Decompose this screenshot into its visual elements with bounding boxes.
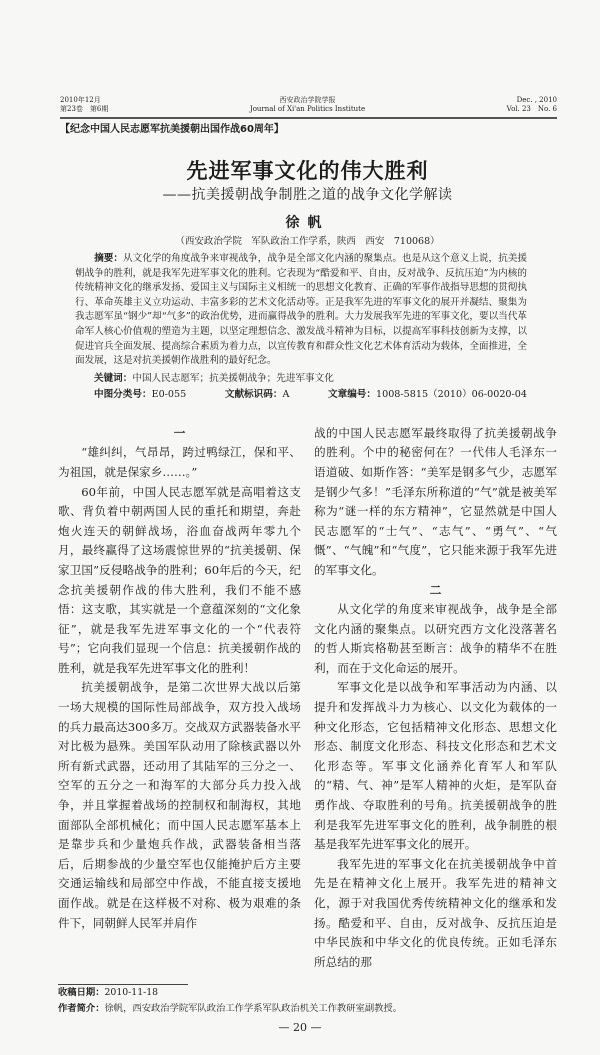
section-heading-2: 二 [429,582,442,597]
keywords-label: 关键词： [94,372,133,384]
running-header [58,96,557,114]
doc-code-label: 文献标识码： [224,388,283,400]
article-title: 先进军事文化的伟大胜利 [186,159,429,183]
author-name: 徐帆 [285,215,330,231]
received-date [58,985,557,1001]
clc-value: E0-055 [151,388,187,400]
clc-label: 中图分类号： [94,388,152,400]
abstract-label: 摘要： [94,253,124,264]
article-subtitle: ——抗美援朝战争制胜之道的战争文化学解读 [162,187,453,203]
header-date: 2010年12月 [60,96,101,104]
author-bio [58,1001,557,1017]
page-number: — 20 — [278,1021,322,1035]
header-rule [60,117,557,119]
body-paragraph: 从文化学的角度来审视战争，战争是全部文化内涵的聚集点。以研究西方文化没落著名的哲人斯宾格勒甚至断言：战争的精华不在胜利，而在于文化命运的展开。 [314,602,557,675]
header-volume-en: Vol. 23 No. 6 [506,105,557,113]
body-column-left [58,424,301,933]
body-paragraph: 60年前，中国人民志愿军就是高唱着这支歌、背负着中朝两国人民的重托和期望，奔赴炮火连天的朝鲜战场，浴血奋战两年零九个月，最终赢得了这场震惊世界的“抗美援朝、保家卫国”反侵略战争的胜利；60年后的今天，纪念抗美援朝作战的伟大胜利，我们不能不感悟：这支歌，其实就是一个意蕴深刻的“文化象征”，就是我军先进军事文化的一个“代表符号”；它向我们显现一个信息：抗美援朝作战的胜利，就是我军先进军事文化的胜利！ [58,484,301,675]
author-affiliation: （西安政治学院 军队政治工作学系，陕西 西安 710068） [175,236,440,247]
article-no-label: 文章编号： [328,388,376,400]
keywords [94,371,557,386]
received-label: 收稿日期： [58,987,105,999]
header-volume: 第23卷 第6期 [60,105,109,113]
header-date-en: Dec. , 2010 [516,96,557,104]
received-value: 2010-11-18 [104,987,159,999]
abstract-text: 从文化学的角度战争来审视战争，战争是全部文化内涵的聚集点。也是从这个意义上说，抗美援朝战争的胜利，就是我军先进军事文化的胜利。它表现为“酷爱和平、自由，反对战争、反抗压迫”为内核的传统精神文化的继承发扬、爱国主义与国际主义相统一的思想文化教育、正确的军事作战指导思想的贯彻执行、革命英雄主义立功运动、丰富多彩的艺术文化活动等。正是我军先进的军事文化的展开并凝结、聚集为我志愿军虽“钢少”却“气多”的政治优势，进而赢得战争的胜利。大力发展我军先进的军事文化，要以当代革命军人核心价值观的塑造为主题，以坚定理想信念、激发战斗精神为目标，以提高军事科技创新为支撑，以促进官兵全面发展、提高综合素质为着力点，以宣传教育和群众性文化艺术体育活动为载体，全面推进，全面发展，这是对抗美援朝作战胜利的最好纪念。 [75,253,528,367]
abstract [75,252,527,369]
journal-name-cn: 西安政治学院学报 [279,96,336,104]
body-paragraph: 我军先进的军事文化在抗美援朝战争中首先是在精神文化上展开。我军先进的精神文化，源于对我国优秀传统精神文化的继承和发扬。酷爱和平、自由，反对战争、反抗压迫是中华民族和中华文化的优良传统。正如毛泽东所总结的那 [314,856,557,969]
header-issue-cn [60,96,108,114]
journal-name-en: Journal of Xi'an Politics Institute [249,105,366,113]
body-columns [58,424,557,973]
classification-line [94,387,527,402]
body-paragraph: 军事文化是以战争和军事活动为内涵、以提升和发挥战斗力为核心、以文化为载体的一种文化形态，它包括精神文化形态、思想文化形态、制度文化形态、科技文化形态和艺术文化形态等。军事文化涵养化育军人和军队的“精、气、神”是军人精神的火炬，是军队奋勇作战、夺取胜利的号角。抗美援朝战争的胜利是我军先进军事文化的胜利，战争制胜的根基是我军先进军事文化的展开。 [314,680,557,852]
column-tag: 【纪念中国人民志愿军抗美援朝出国作战60周年】 [60,124,284,135]
header-journal [250,96,365,114]
bio-label: 作者简介： [58,1003,105,1015]
keywords-text: 中国人民志愿军；抗美援朝战争；先进军事文化 [132,372,334,384]
body-paragraph-continued: 战的中国人民志愿军最终取得了抗美援朝战争的胜利。个中的秘密何在？一代伟人毛泽东一语道破、如斯作答：“美军是钢多气少，志愿军是钢少气多！”毛泽东所称道的“气”就是被美军称为“谜一样的东方精神”，它显然就是中国人民志愿军的“士气”、“志气”、“勇气”、“气慨”、“气魄”和“气度”，它只能来源于我军先进的军事文化。 [314,425,557,577]
body-paragraph: “雄纠纠，气昂昂，跨过鸭绿江，保和平、为祖国，就是保家乡……。” [58,445,301,479]
bio-value: 徐帆，西安政治学院军队政治工作学系军队政治机关工作教研室副教授。 [104,1003,403,1015]
body-column-right [314,424,557,973]
doc-code-value: A [282,388,290,400]
header-issue-en [507,96,557,114]
section-heading-1: 一 [173,425,186,440]
body-paragraph: 抗美援朝战争，是第二次世界大战以后第一场大规模的国际性局部战争，双方投入战场的兵力最高达300多万。交战双方武器装备水平对比极为悬殊。美国军队动用了除核武器以外所有新式武器，还动用了其陆军的三分之一、空军的五分之一和海军的大部分兵力投入战争，并且掌握着战场的控制权和制海权，其地面部队全部机械化；而中国人民志愿军基本上是靠步兵和少量炮兵作战，武器装备相当落后，后期参战的少量空军也仅能掩护后方主要交通运输线和局部空中作战，不能直接支援地面作战。就是在这样极不对称、极为艰难的条件下，同朝鲜人民军并肩作 [58,680,301,930]
article-no-value: 1008-5815（2010）06-0020-04 [375,388,527,400]
